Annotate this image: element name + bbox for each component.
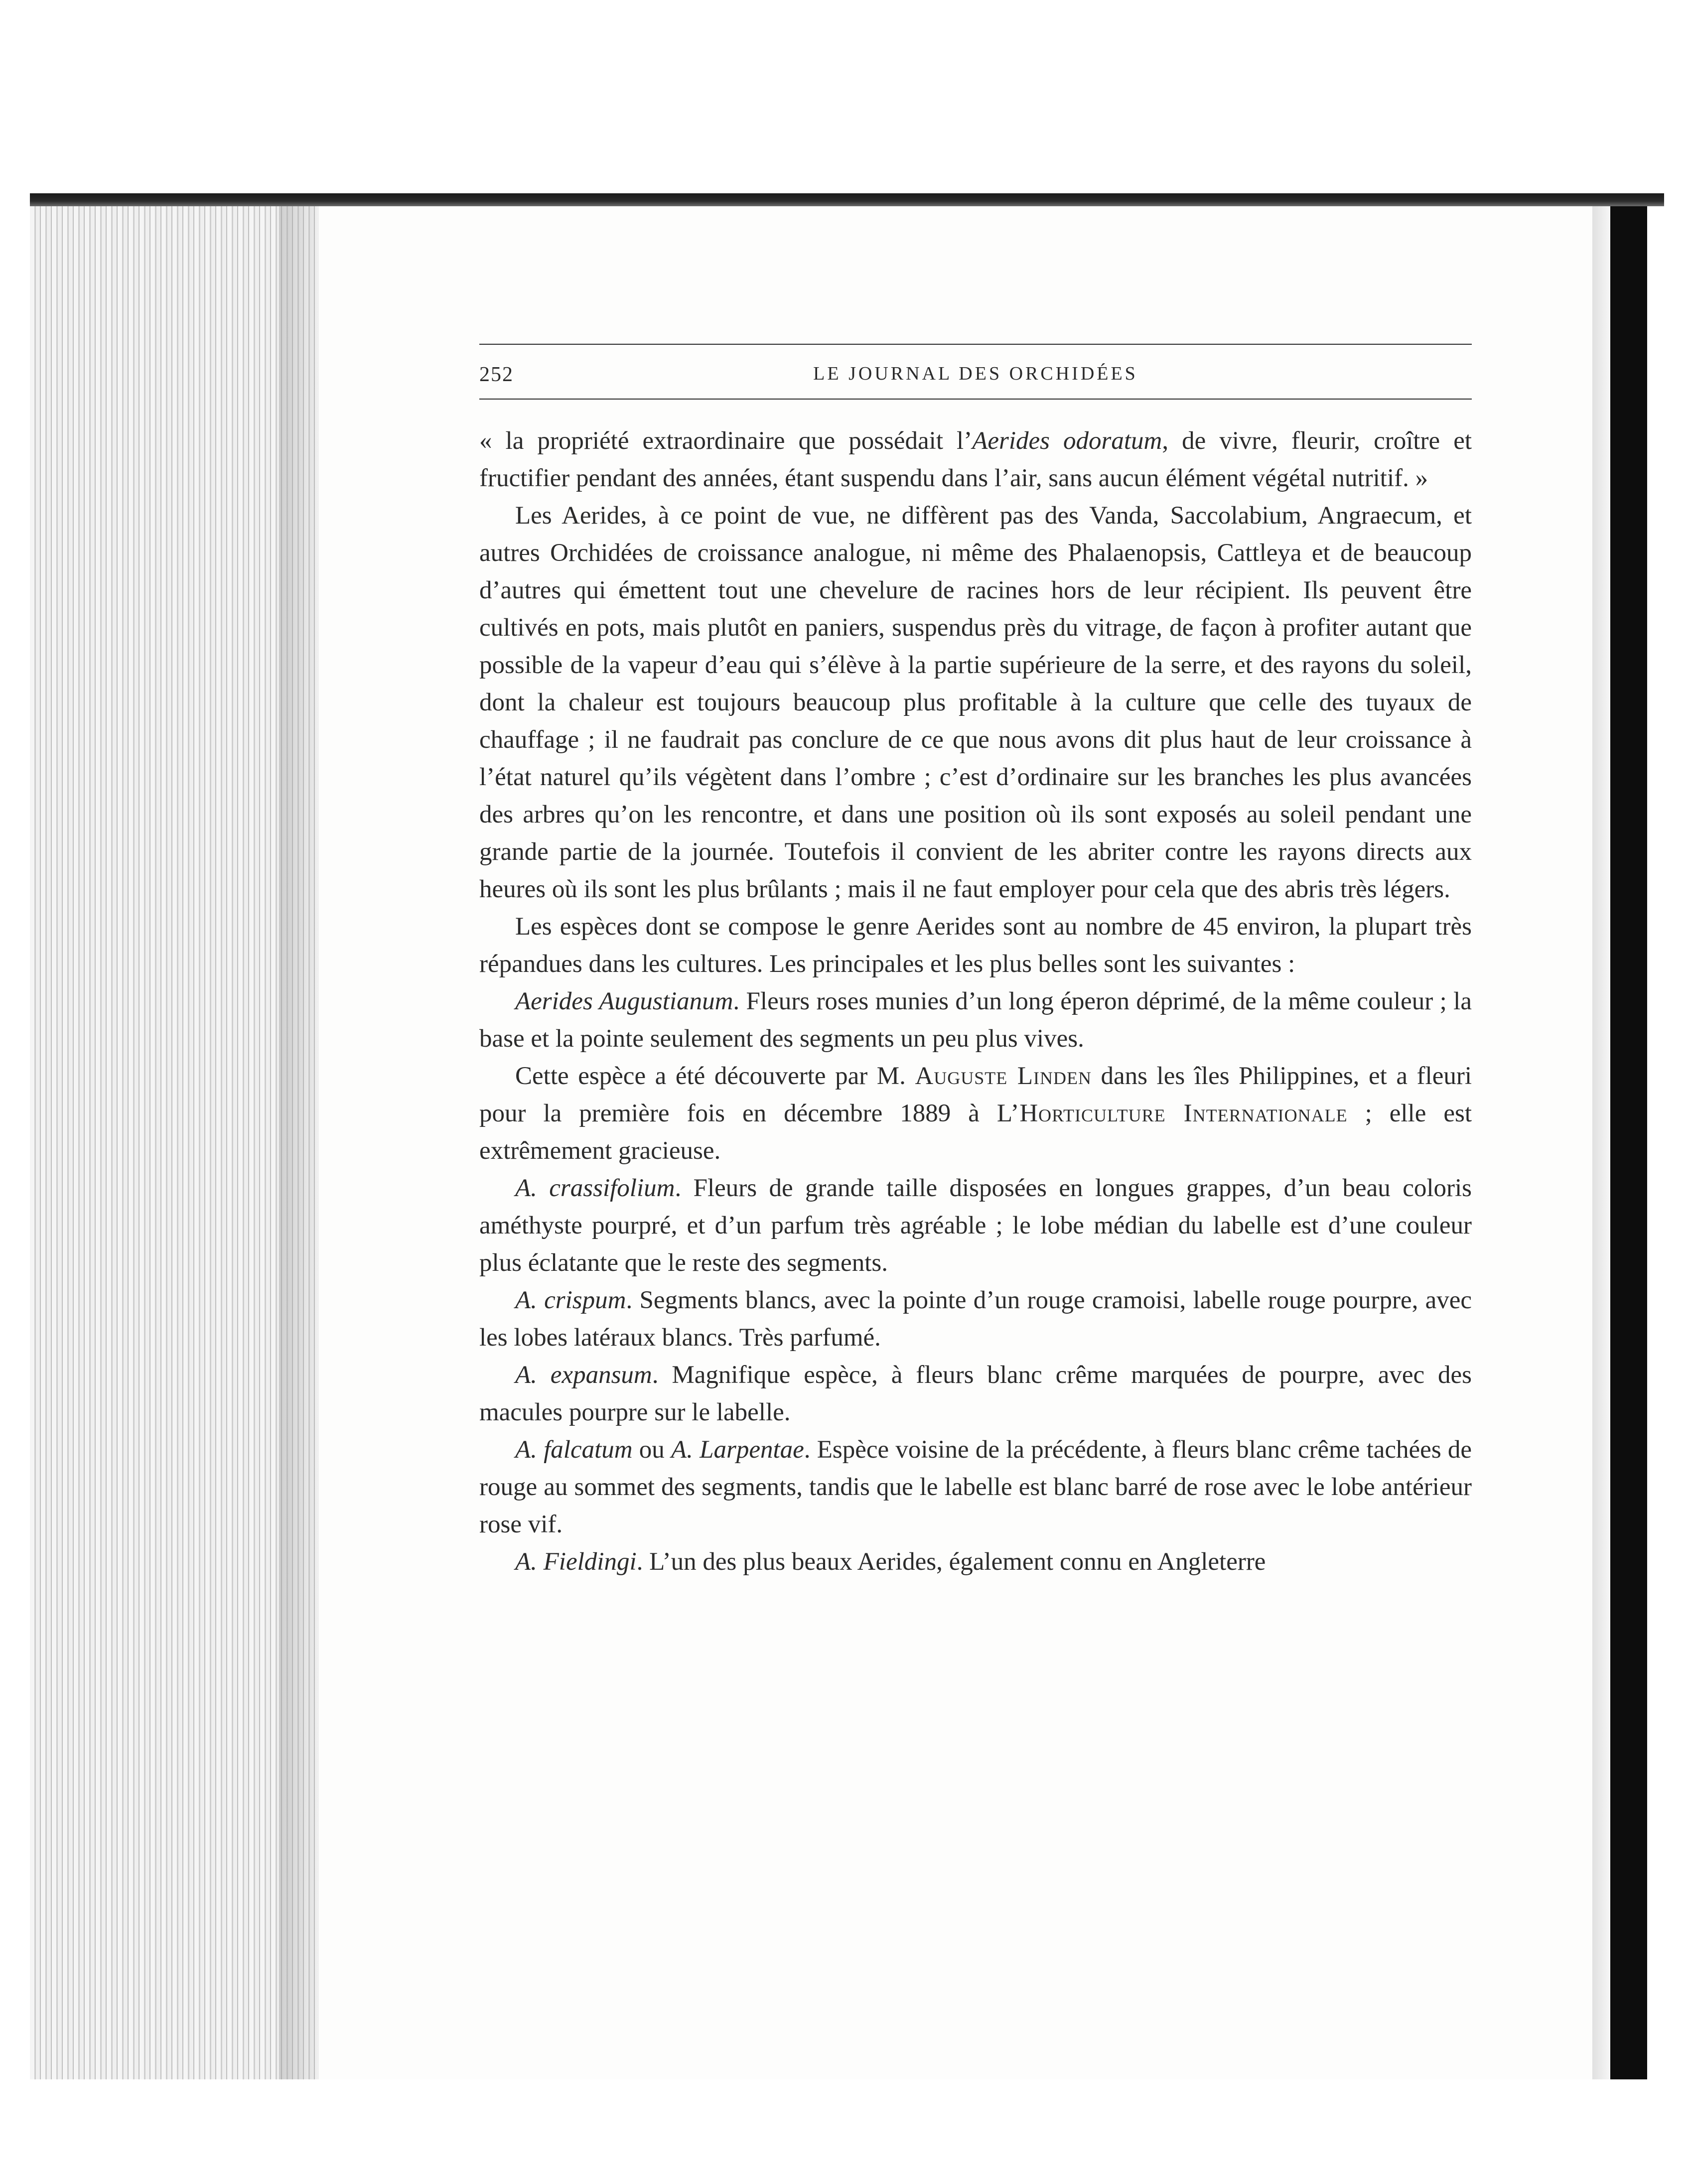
species-name: A. crassifolium	[515, 1174, 675, 1202]
paragraph	[479, 1282, 1472, 1357]
text-segment: . Fleurs roses munies d’un long éperon déprimé, de la même couleur ; la base et la pointe seulement des segments un peu plus vives.	[479, 987, 1472, 1053]
text-segment: . Fleurs de grande taille disposées en longues grappes, d’un beau coloris améthyste pourpré, et d’un parfum très agréable ; le lobe médian du labelle est d’une couleur plus éclatante que le reste des segments.	[479, 1174, 1472, 1277]
text-segment: ; elle est extrêmement gracieuse.	[479, 1099, 1472, 1165]
scanner-border	[1610, 206, 1647, 2079]
text-segment: ou	[632, 1436, 672, 1464]
species-name: A. Fieldingi	[515, 1548, 637, 1576]
paragraph	[479, 908, 1472, 983]
page-stack-edges	[30, 206, 319, 2079]
paragraph	[479, 1170, 1472, 1282]
paragraph	[479, 1058, 1472, 1170]
text-segment: Cette espèce a été découverte par M.	[515, 1062, 915, 1090]
paragraph	[479, 422, 1472, 497]
text-segment: « la propriété extraordinaire que possédait l’	[479, 427, 973, 455]
small-caps-text: L’Horticulture Internationale	[996, 1099, 1348, 1127]
text-segment: . Espèce voisine de la précédente, à fleurs blanc crême tachées de rouge au sommet des segments, tandis que le labelle est blanc barré de rose avec le lobe antérieur rose vif.	[479, 1436, 1472, 1538]
paragraph	[479, 983, 1472, 1058]
text-segment: . Magnifique espèce, à fleurs blanc crême marquées de pourpre, avec des macules pourpre sur le labelle.	[479, 1361, 1472, 1426]
page-number: 252	[479, 363, 514, 386]
text-segment: . L’un des plus beaux Aerides, également connu en Angleterre	[636, 1548, 1266, 1576]
paragraph	[479, 1543, 1472, 1581]
species-name: A. expansum	[515, 1361, 652, 1389]
text-segment: . Segments blancs, avec la pointe d’un rouge cramoisi, labelle rouge pourpre, avec les lobes latéraux blancs. Très parfumé.	[479, 1286, 1472, 1352]
species-name: A. falcatum	[515, 1436, 633, 1464]
text-segment: Les espèces dont se compose le genre Aerides sont au nombre de 45 environ, la plupart très répandues dans les cultures. Les principales et les plus belles sont les suivantes :	[479, 913, 1472, 978]
species-name: A. crispum	[515, 1286, 626, 1314]
gutter-shadow	[279, 206, 324, 2079]
running-header	[479, 353, 1472, 393]
paragraph	[479, 497, 1472, 908]
facing-page-edge	[1592, 206, 1610, 2079]
small-caps-text: Auguste Linden	[915, 1062, 1092, 1090]
species-name: Aerides odoratum	[972, 427, 1162, 455]
text-segment: , de vivre, fleurir, croître et fructifier pendant des années, étant suspendu dans l’air, sans aucun élément végétal nutritif. »	[479, 427, 1472, 492]
paragraph	[479, 1357, 1472, 1431]
text-segment: Les Aerides, à ce point de vue, ne diffèrent pas des Vanda, Saccolabium, Angraecum, et autres Orchidées de croissance analogue, ni même des Phalaenopsis, Cattleya et de beaucoup d’autres qui émettent tout une chevelure de racines hors de leur récipient. Ils peuvent être cultivés en pots, mais plutôt en paniers, suspendus près du vitrage, de façon à profiter autant que possible de la vapeur d’eau qui s’élève à la partie supérieure de la serre, et des rayons du soleil, dont la chaleur est toujours beaucoup plus profitable à la culture que celle des tuyaux de chauffage ; il ne faudrait pas conclure de ce que nous avons dit plus haut de leur croissance à l’état naturel qu’ils végètent dans l’ombre ; c’est d’ordinaire sur les branches les plus avancées des arbres qu’on les rencontre, et dans une position où ils sont exposés au soleil pendant une grande partie de la journée. Toutefois il convient de les abriter contre les rayons directs aux heures où ils sont les plus brûlants ; mais il ne faut employer pour cela que des abris très légers.	[479, 502, 1472, 903]
species-name: A. Larpentae	[671, 1436, 804, 1464]
paragraph	[479, 1431, 1472, 1543]
species-name: Aerides Augustianum	[515, 987, 733, 1015]
header-rule-top	[479, 344, 1472, 345]
body-text	[479, 422, 1472, 1581]
binding-edge	[30, 193, 1664, 206]
text-segment: dans les îles Philippines, et a fleuri pour la première fois en décembre 1889 à	[479, 1062, 1472, 1127]
running-title: LE JOURNAL DES ORCHIDÉES	[813, 363, 1138, 384]
header-rule-bottom	[479, 399, 1472, 400]
